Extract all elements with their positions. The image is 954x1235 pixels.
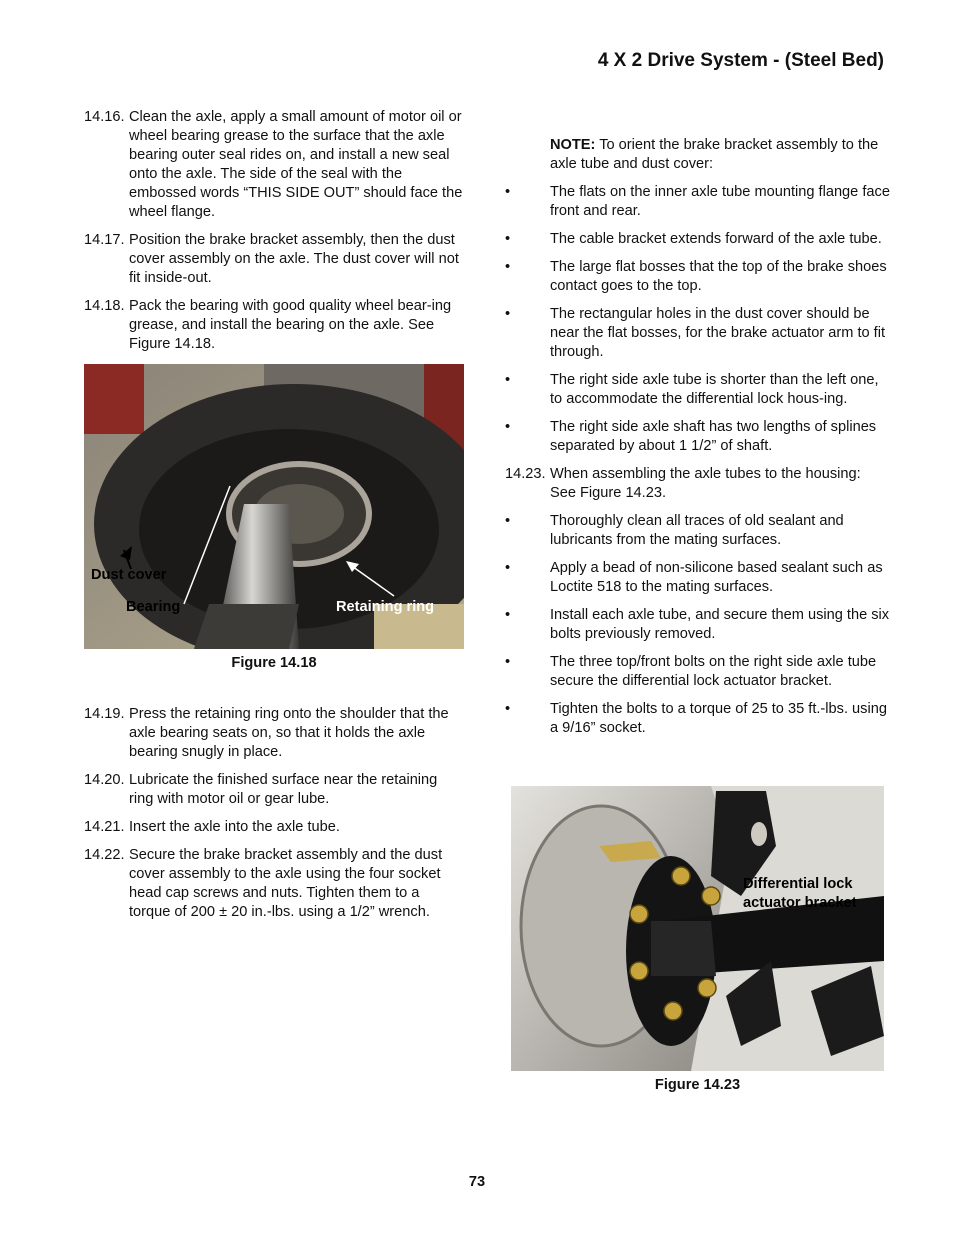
note-paragraph xyxy=(505,136,890,174)
list-item xyxy=(505,700,890,738)
bullet-text: The rectangular holes in the dust cover should be near the flat bosses, for the brake actuator arm to fit through. xyxy=(550,306,886,360)
bullet-glyph: • xyxy=(505,419,511,435)
figure-14-18-photo xyxy=(84,364,464,649)
bullet-text: Apply a bead of non-silicone based sealant such as Loctite 518 to the mating surfaces. xyxy=(550,560,883,595)
bullet-glyph: • xyxy=(505,607,511,623)
page-number: 73 xyxy=(468,1174,486,1190)
label-dust-cover: Dust cover xyxy=(91,567,167,583)
bullet-text: Thoroughly clean all traces of old sealant and lubricants from the mating surfaces. xyxy=(550,513,844,548)
step-text: Pack the bearing with good quality wheel bear-ing grease, and install the bearing on the axle. See Figure 14.18. xyxy=(129,298,452,352)
bullet-glyph: • xyxy=(505,513,511,529)
bullet-text: The large flat bosses that the top of the brake shoes contact goes to the top. xyxy=(550,259,887,294)
step-number: 14.17. xyxy=(84,232,125,248)
label-bearing: Bearing xyxy=(126,599,181,615)
label-retaining-ring: Retaining ring xyxy=(336,599,435,615)
step-14-18 xyxy=(84,297,464,354)
bullet-glyph: • xyxy=(505,259,511,275)
step-text: Clean the axle, apply a small amount of motor oil or wheel bearing grease to the surface that the axle bearing outer seal rides on, and install a new seal onto the axle. The side of the seal with the embossed words “THIS SIDE OUT” should face the wheel flange. xyxy=(129,109,463,220)
bullet-text: The cable bracket extends forward of the axle tube. xyxy=(550,231,882,247)
label-line: Differential lock xyxy=(743,876,853,892)
step-number: 14.23. xyxy=(505,466,546,482)
step-text: Position the brake bracket assembly, then the dust cover assembly on the axle. The dust cover will not fit inside-out. xyxy=(129,232,459,286)
left-column-bottom xyxy=(84,705,464,931)
bullet-glyph: • xyxy=(505,560,511,576)
step-14-23 xyxy=(505,465,890,503)
step-text: Lubricate the finished surface near the retaining ring with motor oil or gear lube. xyxy=(129,772,438,807)
step-14-17 xyxy=(84,231,464,288)
step-14-16 xyxy=(84,108,464,222)
bullet-text: The flats on the inner axle tube mounting flange face front and rear. xyxy=(550,184,890,219)
axle-tube-housing-illustration xyxy=(511,786,884,1071)
step-number: 14.20. xyxy=(84,772,125,788)
step-number: 14.16. xyxy=(84,109,125,125)
step-number: 14.21. xyxy=(84,819,125,835)
step-14-22 xyxy=(84,846,464,922)
bullet-text: The right side axle shaft has two lengths of splines separated by about 1 1/2” of shaft. xyxy=(550,419,877,454)
bullet-glyph: • xyxy=(505,372,511,388)
figure-14-23-caption: Figure 14.23 xyxy=(654,1077,741,1093)
list-item xyxy=(505,512,890,550)
step-14-19 xyxy=(84,705,464,762)
list-item xyxy=(505,305,890,362)
list-item xyxy=(505,653,890,691)
left-column xyxy=(84,108,464,363)
right-column xyxy=(505,136,890,747)
bullet-text: The right side axle tube is shorter than the left one, to accommodate the differential lock hous-ing. xyxy=(550,372,879,407)
bullet-glyph: • xyxy=(505,231,511,247)
figure-14-18-caption: Figure 14.18 xyxy=(231,655,317,671)
list-item xyxy=(505,559,890,597)
step-number: 14.19. xyxy=(84,706,125,722)
figure-14-23-photo xyxy=(511,786,884,1071)
list-item xyxy=(505,258,890,296)
list-item xyxy=(505,418,890,456)
bullet-text: Tighten the bolts to a torque of 25 to 35 ft.-lbs. using a 9/16” socket. xyxy=(550,701,887,736)
list-item xyxy=(505,230,890,249)
bullet-glyph: • xyxy=(505,184,511,200)
label-line: actuator bracket xyxy=(743,895,857,911)
bullet-glyph: • xyxy=(505,701,511,717)
step-number: 14.22. xyxy=(84,847,125,863)
step-number: 14.18. xyxy=(84,298,125,314)
step-14-21 xyxy=(84,818,464,837)
bullet-glyph: • xyxy=(505,654,511,670)
bullet-text: Install each axle tube, and secure them using the six bolts previously removed. xyxy=(550,607,890,642)
label-differential-lock-bracket xyxy=(743,875,857,913)
note-label: NOTE: xyxy=(550,137,596,153)
step-text: Secure the brake bracket assembly and the dust cover assembly to the axle using the four socket head cap screws and nuts. Tighten them to a torque of 200 ± 20 in.-lbs. using a 1/2” wrench. xyxy=(129,847,443,920)
step-14-20 xyxy=(84,771,464,809)
note-text: To orient the brake bracket assembly to the axle tube and dust cover: xyxy=(550,137,879,172)
step-text: When assembling the axle tubes to the housing: See Figure 14.23. xyxy=(550,466,861,501)
list-item xyxy=(505,371,890,409)
step-text: Insert the axle into the axle tube. xyxy=(129,819,340,835)
list-item xyxy=(505,606,890,644)
bullet-text: The three top/front bolts on the right side axle tube secure the differential lock actuator bracket. xyxy=(550,654,877,689)
list-item xyxy=(505,183,890,221)
page-title: 4 X 2 Drive System - (Steel Bed) xyxy=(597,50,884,71)
bullet-glyph: • xyxy=(505,306,511,322)
step-text: Press the retaining ring onto the shoulder that the axle bearing seats on, so that it holds the axle bearing snugly in place. xyxy=(129,706,449,760)
